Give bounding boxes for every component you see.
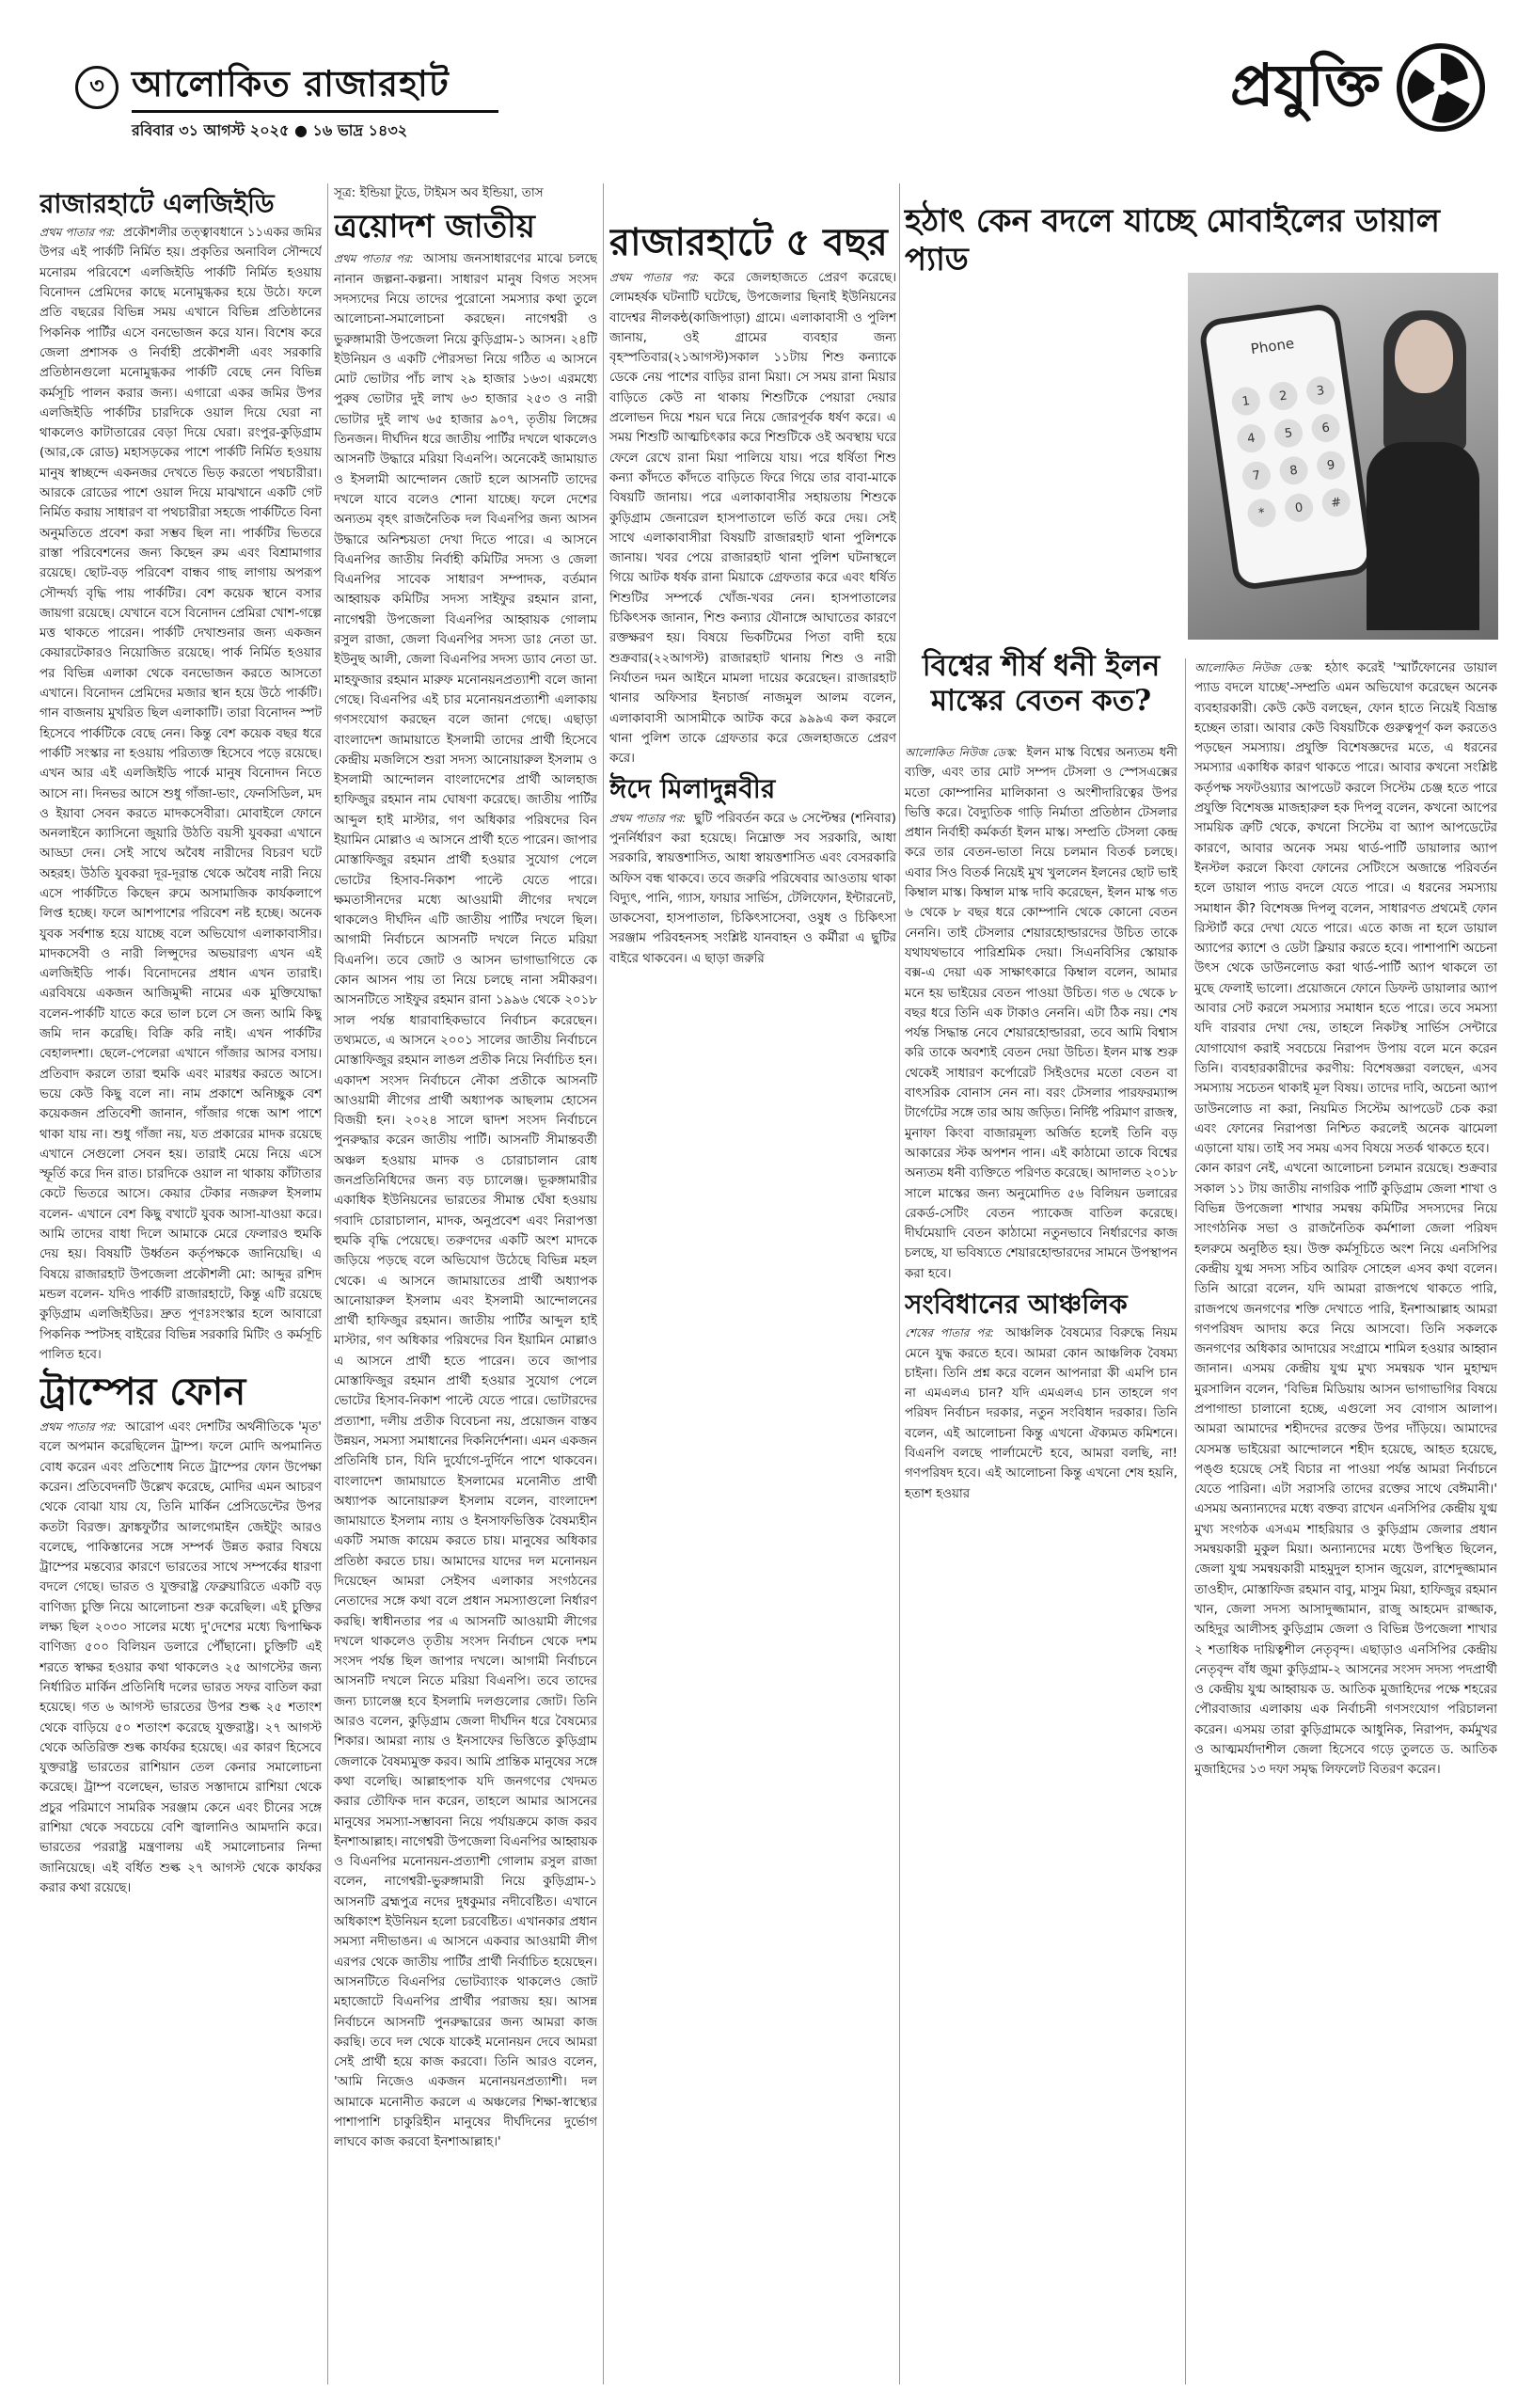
headline-constitution: সংবিধানের আঞ্চলিক — [905, 1289, 1128, 1321]
article-trump — [40, 1418, 322, 1898]
key: 2 — [1268, 380, 1300, 412]
headline-lgd: রাজারহাটে এলজিইডি — [40, 188, 275, 219]
key: 9 — [1315, 450, 1347, 482]
section-title: প্রযুক্তি — [1230, 50, 1381, 119]
key: 6 — [1310, 412, 1342, 444]
article-body: করে জেলহাজতে প্রেরণ করেছে। লোমহর্ষক ঘটনাটি ঘটেছে, উপজেলার ছিনাই ইউনিয়নের বাদেশ্বর নীলকন্ঠ(কাজিপাড়া) গ্রামে। এলাকাবাসী ও পুলিশ জানায়, ওই গ্রামের ব্যবহার জন্য বৃহস্পতিবার(২১আগস্ট)সকাল ১১টায় শিশু কন্যাকে ডেকে নেয় পাশের বাড়ির রানা মিয়া। সে সময় রানা মিয়ার বাড়িতে কেউ না থাকায় শিশুটিকে পেয়ারা দেয়ার প্রলোভন দিয়ে শয়ন ঘরে নিয়ে জোরপূর্বক ধর্ষণ করে। এ সময় শিশুটি আত্মচিৎকার করে শিশুটিকে ওই অবস্থায় ঘরে ফেলে রেখে রানা মিয়া পালিয়ে যায়। পরে ধর্ষিতা শিশু কন্যা কাঁদতে কাঁদতে বাড়িতে ফিরে গিয়ে তার বাবা-মাকে বিষয়টি জানায়। পরে এলাকাবাসীর সহায়তায় শিশুকে কুড়িগ্রাম জেনারেল হাসপাতালে ভর্তি করে দেয়। সেই সাথে এলাকাবাসীরা বিষয়টি রাজারহাট থানা পুলিশকে জানায়। খবর পেয়ে রাজারহাট থানা পুলিশ ঘটনাস্থলে গিয়ে আটক ধর্ষক রানা মিয়াকে গ্রেফতার করে এবং ধর্ষিত শিশুটির সম্পর্কে খোঁজ-খবর নেন। হাসপাতালের চিকিৎসক জানান, শিশু কন্যার যৌনাঙ্গে আঘাতের কারণে রক্তক্ষরণ হয়। বিষয়ে ভিকটিমের পিতা বাদী হয়ে শুক্রবার(২২আগস্ট) রাজারহাট থানায় শিশু ও নারী নির্যাতন দমন আইনে মামলা দায়ের করেছেন। রাজারহাট থানার অফিসার ইনচার্জ নাজমুল আলম বলেন, এলাকাবাসী আসামীকে আটক করে ৯৯৯এ কল করলে থানা পুলিশ তাকে গ্রেফতার করে জেলহাজতে প্রেরণ করে। — [609, 271, 896, 767]
article-body: হঠাৎ করেই 'স্মার্টফোনের ডায়াল প্যাড বদলে যাচ্ছে'-সম্প্রতি এমন অভিযোগ করেছেন অনেক ব্যবহারকারী। কেউ কেউ বলছেন, ফোন হাতে নিয়েই বিভ্রান্ত হচ্ছেন তারা। আবার কেউ বিষয়টিকে গুরুত্বপূর্ণ কল করতেও পড়ছেন সমস্যায়। প্রযুক্তি বিশেষজ্ঞদের মতে, এ ধরনের সমস্যার একাধিক কারণ থাকতে পারে। আবার কখনো সংশ্লিষ্ট কর্তৃপক্ষ সফটওয়্যার আপডেট করলে সিস্টেম চেঞ্জ হতে পারে প্রযুক্তি বিশেষজ্ঞ মাজহারুল হক দিপলু বলেন, কখনো আপের সাময়িক ত্রুটি থেকে, কখনো সিস্টেম বা অ্যাপ আপডেটের কারণে, আবার অনেক সময় থার্ড-পার্টি ডায়ালার অ্যাপ ইনস্টল করলে কিংবা ফোনের সেটিংসে অজান্তে পরিবর্তন হলে ডায়াল প্যাড বদলে যেতে পারে। এ ধরনের সমস্যায় সমাধান কী? বিশেষজ্ঞ দিপলু বলেন, সাধারণত প্রথমেই ফোন রিস্টার্ট করে দেখা যেতে পারে। এতে কাজ না হলে ডায়াল অ্যাপের ক্যাশে ও ডেটা ক্লিয়ার করতে হবে। পাশাপাশি অচেনা উৎস থেকে ডাউনলোড করা থার্ড-পার্টি অ্যাপ থাকলে তা মুছে ফেলাই ভালো। প্রয়োজনে ফোনে ডিফল্ট ডায়ালার অ্যাপ আবার সেট করলে সমস্যার সমাধান হতে পারে। তবে সমস্যা যদি বারবার দেখা দেয়, তাহলে নিকটস্থ সার্ভিস সেন্টারে যোগাযোগ করাই সবচেয়ে নিরাপদ উপায় বলে মনে করেন তিনি। ব্যবহারকারীদের করণীয়: বিশেষজ্ঞরা বলছেন, এসব সমস্যায় সচেতন থাকাই মূল বিষয়। তাদের দাবি, অচেনা অ্যাপ ডাউনলোড না করা, নিয়মিত সিস্টেম আপডেট চেক করা এবং ফোনের নিরাপত্তা নিশ্চিত করলেই অনেক ঝামেলা এড়ানো যায়। তাই সব সময় এসব বিষয়ে সতর্ক থাকতে হবে। — [1194, 661, 1497, 1157]
key: 8 — [1278, 454, 1310, 486]
article-lgd — [40, 223, 322, 1365]
headline-trayodash: ত্রয়োদশ জাতীয় — [334, 208, 535, 246]
key: 4 — [1235, 422, 1267, 454]
byline: প্রথম পাতার পর: — [334, 252, 414, 266]
surprised-woman-illustration — [1357, 310, 1489, 630]
article-constitution-cont — [1194, 1159, 1497, 1780]
trefoil-logo-icon — [1396, 42, 1486, 136]
article-musk — [905, 743, 1177, 1284]
article-body: আঞ্চলিক বৈষম্যের বিরুদ্ধে নিয়ম মেনে যুদ্ধ করতে হবে। আমরা কোন আঞ্চলিক বৈষম্য চাইনা। তিনি প্রশ্ন করে বলেন আপনারা কী এমপি চান না এমএলএ চান? যদি এমএলএ চান তাহলে গণ পরিষদ নির্বাচন দরকার, নতুন সংবিধান দরকার। তিনি বলেন, এই আলোচনা কিন্তু এখনো ঐক্যমত কমিশনে। বিএনপি বলছে পার্লামেন্টে হবে, আমরা বলছি, না! গণপরিষদ হবে। এই আলোচনা কিন্তু এখনো শেষ হয়নি, হতাশ হওয়ার — [905, 1326, 1177, 1501]
key: 3 — [1304, 374, 1336, 406]
column-3 — [609, 183, 896, 2384]
column-rule — [899, 183, 900, 2384]
column-2 — [334, 183, 597, 2384]
keypad — [1230, 374, 1352, 529]
article-eid — [609, 809, 896, 969]
byline: প্রথম পাতার পর: — [609, 271, 700, 284]
section-masthead — [1044, 38, 1486, 141]
article-body: আসায় জনসাধারণের মাঝে চলছে নানান জল্পনা-কল্পনা। সাধারণ মানুষ বিগত সংসদ সদস্যদের নিয়ে তাদের পুরোনো সমস্যার কথা তুলে আলোচনা-সমালোচনা করছেন। নাগেশ্বরী ও ভুরুঙ্গামারী উপজেলা নিয়ে কুড়িগ্রাম-১ আসন। ২৪টি ইউনিয়ন ও একটি পৌরসভা নিয়ে গঠিত এ আসনে মোট ভোটার পাঁচ লাখ ২৯ হাজার ১৬৩। এরমধ্যে পুরুষ ভোটার দুই লাখ ৬৩ হাজার ২৫৩ ও নারী ভোটার দুই লাখ ৬৫ হাজার ৯০৭, তৃতীয় লিঙ্গের তিনজন। দীর্ঘদিন ধরে জাতীয় পার্টির দখলে থাকলেও আসনটি উদ্ধারে মরিয়া বিএনপি। অনেকেই জামায়াত ও ইসলামী আন্দোলন জোট হলে আসনটি তাদের দখলে যাবে বলেও শোনা যাচ্ছে। ফলে দেশের অন্যতম বৃহৎ রাজনৈতিক দল বিএনপির জন্য আসন উদ্ধারে অনিশ্চয়তা দেখা দিতে পারে। এ আসনে বিএনপির জাতীয় নির্বাহী কমিটির সদস্য ও জেলা বিএনপির সাবেক সাধারণ সম্পাদক, বর্তমান আহ্বায়ক কমিটির সদস্য সাইফুর রহমান রানা, নাগেশ্বরী উপজেলা বিএনপির আহ্বায়ক গোলাম রসুল রাজা, জেলা বিএনপির সদস্য ডাঃ নেতা ডা. ইউনুছ আলী, জেলা বিএনপির সদস্য ড্যাব নেতা ডা. মাহফুজার রহমান মারুফ মনোনয়নপ্রত্যাশী বলে জানা গেছে। বিএনপির এই চার মনোনয়নপ্রত্যাশী এলাকায় গণসংযোগ করছেন বলে জানা গেছে। এছাড়া বাংলাদেশ জামায়াতে ইসলামী তাদের প্রার্থী হিসেবে কেন্দ্রীয় মজলিসে শুরা সদস্য আনোয়ারুল ইসলাম ও ইসলামী আন্দোলন বাংলাদেশের প্রার্থী আলহাজ হাফিজুর রহমান নাম ঘোষণা করেছে। জাতীয় পার্টির আব্দুল হাই মাস্টার, গণ অধিকার পরিষদের বিন ইয়ামিন মোল্লাও এ আসনে প্রার্থী হতে পারেন। জাপার মোস্তাফিজুর রহমান প্রার্থী হওয়ার সুযোগ পেলে ভোটের হিসাব-নিকাশ পাল্টে যেতে পারে। ক্ষমতাসীনদের মধ্যে আওয়ামী লীগের দখলে থাকলেও দীর্ঘদিন এটি জাতীয় পার্টির দখলে ছিল। আগামী নির্বাচনে আসনটি দখলে নিতে মরিয়া বিএনপি। তবে জোট ও আসন ভাগাভাগিতে কে কোন আসন পায় তা নিয়ে চলছে নানা সমীকরণ। আসনটিতে সাইফুর রহমান রানা ১৯৯৬ থেকে ২০১৮ সাল পর্যন্ত ধারাবাহিকভাবে নির্বাচন করেছেন। তথ্যমতে, এ আসনে ২০০১ সালের জাতীয় নির্বাচনে মোস্তাফিজুর রহমান লাঙল প্রতীক নিয়ে নির্বাচিত হন। একাদশ সংসদ নির্বাচনে নৌকা প্রতীকে আসনটি আওয়ামী লীগের প্রার্থী অধ্যাপক আছলাম হোসেন বিজয়ী হন। ২০২৪ সালে দ্বাদশ সংসদ নির্বাচনে পুনরুদ্ধার করেন জাতীয় পার্টি। আসনটি সীমান্তবর্তী অঞ্চল হওয়ায় মাদক ও চোরাচালান রোধ জনপ্রতিনিধিদের জন্য বড় চ্যালেঞ্জ। ভূরুঙ্গামারীর একাধিক ইউনিয়নের ভারতের সীমান্ত ঘেঁষা হওয়ায় গবাদি চোরাচালান, মাদক, অনুপ্রবেশ এবং নিরাপত্তা হুমকি বৃদ্ধি পেয়েছে। তরুণদের একটি অংশ মাদকে জড়িয়ে পড়ছে বলে অভিযোগ উঠেছে বিভিন্ন মহল থেকে। এ আসনে জামায়াতের প্রার্থী অধ্যাপক আনোয়ারুল ইসলাম এবং ইসলামী আন্দোলনের প্রার্থী হাফিজুর রহমান। জাতীয় পার্টির আব্দুল হাই মাস্টার, গণ অধিকার পরিষদের বিন ইয়ামিন মোল্লাও এ আসনে প্রার্থী হতে পারেন। তবে জাপার মোস্তাফিজুর রহমান প্রার্থী হওয়ার সুযোগ পেলে ভোটের হিসাব-নিকাশ পাল্টে যেতে পারে। ভোটারদের প্রত্যাশা, দলীয় প্রতীক বিবেচনা নয়, প্রয়োজন বাস্তব উন্নয়ন, সমস্যা সমাধানের দিকনির্দেশনা। এমন একজন প্রতিনিধি চান, যিনি দুর্যোগে-দুর্দিনে পাশে থাকবেন। বাংলাদেশ জামায়াতে ইসলামের মনোনীত প্রার্থী অধ্যাপক আনোয়ারুল ইসলাম বলেন, বাংলাদেশ জামায়াতে ইসলাম ন্যায় ও ইনসাফভিত্তিক বৈষম্যহীন একটি সমাজ কায়েম করতে চায়। মানুষের অধিকার প্রতিষ্ঠা করতে চায়। আমাদের যাদের দল মনোনয়ন দিয়েছেন আমরা সেইসব এলাকার সংগঠনের নেতাদের সঙ্গে কথা বলে প্রধান সমস্যাগুলো নির্ধারণ করছি। স্বাধীনতার পর এ আসনটি আওয়ামী লীগের দখলে থাকলেও তৃতীয় সংসদ নির্বাচন থেকে দশম সংসদ পর্যন্ত ছিল জাপার দখলে। আগামী নির্বাচনে আসনটি দখলে নিতে মরিয়া বিএনপি। তবে তাদের জন্য চ্যালেঞ্জ হবে ইসলামি দলগুলোর জোট। তিনি আরও বলেন, কুড়িগ্রাম জেলা দীর্ঘদিন ধরে বৈষম্যের শিকার। আমরা ন্যায় ও ইনসাফের ভিত্তিতে কুড়িগ্রাম জেলাকে বৈষম্যমুক্ত করব। আমি প্রান্তিক মানুষের সঙ্গে কথা বলেছি। আল্লাহপাক যদি জনগণের খেদমত করার তৌফিক দান করেন, তাহলে আমার আসনের মানুষের সমস্যা-সম্ভাবনা নিয়ে পর্যায়ক্রমে কাজ করব ইনশাআল্লাহ। নাগেশ্বরী উপজেলা বিএনপির আহ্বায়ক ও বিএনপির মনোনয়ন-প্রত্যাশী গোলাম রসুল রাজা বলেন, নাগেশ্বরী-ভুরুঙ্গামারী নিয়ে কুড়িগ্রাম-১ আসনটি ব্রহ্মপুত্র নদের দুধকুমার নদীবেষ্টিত। এখানে অধিকাংশ ইউনিয়ন হলো চরবেষ্টিত। এখানকার প্রধান সমস্যা নদীভাঙন। এ আসনে একবার আওয়ামী লীগ এরপর থেকে জাতীয় পার্টির প্রার্থী নির্বাচিত হয়েছেন। আসনটিতে বিএনপির ভোটব্যাংক থাকলেও জোট মহাজোটে বিএনপির প্রার্থীর পরাজয় হয়। আসন্ন নির্বাচনে আসনটি পুনরুদ্ধারের জন্য আমরা কাজ করছি। তবে দল থেকে যাকেই মনোনয়ন দেবে আমরা সেই প্রার্থী হয়ে কাজ করবো। তিনি আরও বলেন, 'আমি নিজেও একজন মনোনয়নপ্রত্যাশী। দল আমাকে মনোনীত করলে এ অঞ্চলের শিক্ষা-স্বাস্থ্যের পাশাপাশি চাকুরিহীন মানুষের দীর্ঘদিনের দুর্ভোগ লাঘবে কাজ করবো ইনশাআল্লাহ।' — [334, 252, 597, 2150]
column-rule — [1185, 658, 1186, 2384]
key: 7 — [1241, 460, 1272, 492]
phone-illustration — [1198, 302, 1376, 592]
byline: প্রথম পাতার পর: — [609, 811, 687, 825]
article-body: কোন কারণ নেই, এখনো আলোচনা চলমান রয়েছে। শুক্রবার সকাল ১১ টায় জাতীয় নাগরিক পার্টি কুড়িগ্রাম জেলা শাখা ও বিভিন্ন উপজেলা শাখার সমন্বয় কমিটির সদস্যদের নিয়ে সাংগঠনিক সভা ও রাজনৈতিক কর্মশালা জেলা পরিষদ হলরুমে অনুষ্ঠিত হয়। উক্ত কর্মসূচিতে অংশ নিয়ে এনসিপির কেন্দ্রীয় যুগ্ম সদস্য সচিব আরিফ সোহেল এসব কথা বলেন। তিনি আরো বলেন, যদি আমরা রাজপথে থাকতে পারি, রাজপথে জনগণের শক্তি দেখাতে পারি, ইনশাআল্লাহ আমরা গণপরিষদ আদায় করে নিয়ে আসবো। তিনি সকলকে জনগণের অধিকার আদায়ের সংগ্রামে শামিল হওয়ার আহ্বান জানান। এসময় কেন্দ্রীয় যুগ্ম মুখ্য সমন্বয়ক খান মুহাম্মদ মুরসালিন বলেন, 'বিভিন্ন মিডিয়ায় আসন ভাগাভাগির বিষয়ে প্রপাগান্ডা চালানো হচ্ছে, এগুলো সব বোগাস আলাপ। আমরা আমাদের শহীদদের রক্তের উপর দাঁড়িয়ে। আমাদের যেসমস্ত ভাইয়েরা আন্দোলনে শহীদ হয়েছে, আহত হয়েছে, পঙ্গু হয়েছে সেই বিচার না পাওয়া পর্যন্ত আমরা নির্বাচনে যেতে পারিনা। এটা সরাসরি তাদের রক্তের সাথে বেঈমানী।' এসময় অন্যান্যদের মধ্যে বক্তব্য রাখেন এনসিপির কেন্দ্রীয় যুগ্ম মুখ্য সংগঠক এসএম শাহরিয়ার ও কুড়িগ্রাম জেলার প্রধান সমন্বয়কারী মুকুল মিয়া। অন্যান্যদের মধ্যে উপস্থিত ছিলেন, জেলা যুগ্ম সমন্বয়কারী মাহমুদুল হাসান জুয়েল, রাশেদুজ্জামান তাওহীদ, মোস্তাফিজ রহমান বাবু, মাসুম মিয়া, হাফিজুর রহমান খান, জেলা সদস্য আসাদুজ্জামান, রাজু আহমেদ রাজ্জাক, অহিদুর আলীসহ কুড়িগ্রাম জেলা ও বিভিন্ন উপজেলা শাখার ২ শতাধিক দায়িত্বশীল নেতৃবৃন্দ। এছাড়াও এনসিপির কেন্দ্রীয় নেতৃবৃন্দ বাঁধ জুমা কুড়িগ্রাম-২ আসনের সংসদ সদস্য পদপ্রার্থী ও কেন্দ্রীয় যুগ্ম আহ্বায়ক ড. আতিক মুজাহিদের পক্ষে শহরের পৌরবাজার এলাকায় এক নির্বাচনী গণসংযোগ পরিচালনা করেন। এসময় তারা কুড়িগ্রামকে আধুনিক, নিরাপদ, কর্মমুখর ও আত্মমর্যাদাশীল জেলা হিসেবে গড়ে তুলতে ড. আতিক মুজাহিদের ১৩ দফা সমৃদ্ধ লিফলেট বিতরণ করেন। — [1194, 1162, 1497, 1778]
key: * — [1246, 497, 1278, 529]
article-five-years — [609, 268, 896, 768]
column-rule — [327, 183, 328, 2384]
article-constitution — [905, 1323, 1177, 1504]
headline-musk: বিশ্বের শীর্ষ ধনী ইলন মাস্কের বেতন কত? — [922, 649, 1161, 719]
key: 0 — [1283, 492, 1315, 524]
byline: আলোকিত নিউজ ডেস্ক: — [905, 746, 1018, 759]
page-number: ৩ — [75, 66, 119, 109]
key: 1 — [1230, 386, 1262, 418]
article-body: প্রকৌশলীর তত্ত্বাবধানে ১১একর জমির উপর এই পার্কটি নির্মিত হয়। প্রকৃতির অনাবিল সৌন্দর্যে মনোরম পরিবেশে এলজিইডি পার্কটি নির্মিত হওয়ায় বিনোদন প্রেমিদের কাছে মনোমুগ্ধকর হয়ে উঠে। ফলে প্রতি বছরের বিভিন্ন সময় এখানে বিভিন্ন প্রতিষ্ঠানের পিকনিক পার্টির এসে বনভোজন করে যান। বিশেষ করে জেলা প্রশাসক ও নির্বাহী প্রকৌশলী এবং সরকারি প্রতিষ্ঠানগুলো মনোমুগ্ধকর পার্কটি বেছে নেন বিভিন্ন কর্মসূচি পালন করার জন্য। এগারো একর জমির উপর এলজিইডি পার্কটির চারদিকে ওয়াল দিয়ে ঘেরা না থাকলেও কাটাতারের বেড়া দিয়ে ঘেরা। রংপুর-কুড়িগ্রাম (আর,কে রোড) মহাসড়কের পাশে পার্কটি নির্মিত হওয়ায় মানুষ স্বাচ্ছন্দে একনজর দেখতে ভিড় করতো পথচারীরা। আরকে রোডের পাশে ওয়াল দিয়ে মাঝখানে একটি গেট নির্মিত করায় সাধারণ বা পথচারীরা সহজে পার্কটিতে বিনা অনুমতিতে প্রবেশ করা সম্ভব ছিল না। পার্কটির ভিতরে রাস্তা পরিবেশনের জন্য কিছেন রুম এবং বিশ্রামাগার রয়েছে। ছোট-বড় পরিবেশ বান্ধব গাছ লাগায় অপরূপ সৌন্দর্য্য বৃদ্ধি পায় পার্কটির। বেশ কয়েক স্থানে বসার জায়গা রয়েছে। যেখানে বসে বিনোদন প্রেমিরা খোশ-গল্পে মত্ত থাকতে পারেন। পার্কটি দেখাশুনার জন্য একজন কেয়ারটেকারও নিয়োজিত রয়েছে। পার্ক নির্মিত হওয়ার পর বিভিন্ন এলাকা থেকে বনভোজন করতে আসতো এখানে। বিনোদন প্রেমিদের মজার স্থান হয়ে উঠে পার্কটি। গান বাজনায় মুখরিত ছিল এলাকাটি। তারা বিনোদন স্পট হিসেবে পার্কটিকে বেছে নেন। কিন্তু বেশ কয়েক বছর ধরে পার্কটি সংস্কার না হওয়ায় পরিত্যক্ত হিসেবে পড়ে রয়েছে। এখন আর এই এলজিইডি পার্কে মানুষ বিনোদন নিতে আসে না। দিনভর আসে শুধু গাঁজা-ভাং, ফেনসিডিল, মদ ও ইয়াবা সেবন করতে মাদকসেবীরা। মোবাইলে ফোনে অনলাইনে ক্যাসিনো জুয়ারি উঠতি বয়সী যুবকরা এখানে আড্ডা দেন। সেই সাথে অবৈধ নারীদের বিচরণ ঘটে অহরহ। উঠতি যুবকরা দূর-দূরান্ত থেকে অবৈধ নারী নিয়ে এসে পার্কটিতে কিছেন রুমে অসামাজিক কার্যকলাপে লিপ্ত হচ্ছে। ফলে আশপাশের পরিবেশ নষ্ট হচ্ছে। অনেক যুবক সর্বশান্ত হয়ে যাচ্ছে বলে অভিযোগ এলাকাবাসীর। মাদকসেবী ও নারী লিপ্সুদের অভয়ারণ্য এখন এই এলজিইডি পার্ক। বিনোদনের প্রধান এখন তারাই। এরবিষয়ে একজন আজিমুদ্দী নামের এক মুক্তিযোদ্ধা বলেন-পার্কটি যাতে করে ভাল চলে সে জন্য আমি কিছু জমি দান করেছি। বিক্রি করি নাই। এখন পার্কটির বেহালদশা। ছেলে-পেলেরা এখানে গাঁজার আসর বসায়। প্রতিবাদ করলে তারা হুমকি এবং মারধর করতে আসে। ভয়ে কেউ কিছু বলে না। নাম প্রকাশে অনিচ্ছুক বেশ কয়েকজন প্রতিবেশী জানান, গাঁজার গন্ধে আশ পাশে থাকা যায় না। শুধু গাঁজা নয়, যত প্রকারের মাদক রয়েছে এখানে সেগুলো সেবন হয়। তারাই মেয়ে নিয়ে এসে স্ফূর্তি করে দিন রাত। চারদিকে ওয়াল না থাকায় কাঁটাতার কেটে ভিতরে আসে। কেয়ার টেকার নজরুল ইসলাম বলেন- এখানে বেশ কিছু বখাটে যুবক আসা-যাওয়া করে। আমি তাদের বাধা দিলে আমাকে মেরে ফেলারও হুমকি দেয় হয়। বিষয়টি উর্ধ্বতন কর্তৃপক্ষকে জানিয়েছি। এ বিষয়ে রাজারহাট উপজেলা প্রকৌশলী মো: আব্দুর রশিদ মন্ডল বলেন- যদিও পার্কটি রাজারহাটে, কিন্তু এটি রয়েছে কুড়িগ্রাম এলজিইডির। দ্রুত পূণঃসংস্কার হলে আবারো পিকনিক স্পটসহ বাইরের বিভিন্ন সরকারি মিটিং ও কর্মসূচি পালিত হবে। — [40, 226, 322, 1362]
phone-screen-label: Phone — [1249, 334, 1296, 358]
byline: আলোকিত নিউজ ডেস্ক: — [1194, 661, 1313, 674]
column-1 — [40, 183, 322, 2384]
article-dialpad — [1194, 658, 1497, 1159]
article-trayodash — [334, 249, 597, 2152]
byline: প্রথম পাতার পর: — [40, 226, 116, 240]
headline-trump: ট্রাম্পের ফোন — [40, 1370, 246, 1415]
column-4 — [905, 743, 1177, 2380]
article-body: আরোপ এবং দেশটির অর্থনীতিকে 'মৃত' বলে অপমান করেছিলেন ট্রাম্প। ফলে মোদি অপমানিত বোধ করেন এবং প্রতিশোধ নিতে ট্রাম্পের ফোন উপেক্ষা করেন। প্রতিবেদনটি উল্লেখ করেছে, মোদির এমন আচরণ থেকে বোঝা যায় যে, তিনি মার্কিন প্রেসিডেন্টের উপর কতটা বিরক্ত। ফ্রাঙ্কফুর্টার আলগেমাইন জেইটুং আরও বলেছে, পাকিস্তানের সঙ্গে সম্পর্ক উন্নত করার বিষয়ে ট্রাম্পের মন্তব্যের কারণে ভারতের সাথে সম্পর্কের ধারণা বদলে গেছে। ভারত ও যুক্তরাষ্ট্র ফেব্রুয়ারিতে একটি বড় বাণিজ্য চুক্তি নিয়ে আলোচনা শুরু করেছিল। এই চুক্তির লক্ষ্য ছিল ২০৩০ সালের মধ্যে দু'দেশের মধ্যে দ্বিপাক্ষিক বাণিজ্য ৫০০ বিলিয়ন ডলারে পৌঁছানো। চুক্তিটি এই শরতে স্বাক্ষর হওয়ার কথা থাকলেও ২৫ আগস্টের জন্য নির্ধারিত মার্কিন প্রতিনিধি দলের ভারত সফর বাতিল করা হয়েছে। গত ৬ আগস্ট ভারতের উপর শুল্ক ২৫ শতাংশ থেকে বাড়িয়ে ৫০ শতাংশ করেছে যুক্তরাষ্ট্র। ২৭ আগস্ট থেকে অতিরিক্ত শুল্ক কার্যকর হয়েছে। এর কারণ হিসেবে যুক্তরাষ্ট্র ভারতের রাশিয়ান তেল কেনার সমালোচনা করেছে। ট্রাম্প বলেছেন, ভারত সস্তাদামে রাশিয়া থেকে প্রচুর পরিমাণে সামরিক সরঞ্জাম কেনে এবং চীনের সঙ্গে রাশিয়া থেকে সবচেয়ে বেশি জ্বালানিও আমদানি করে। ভারতের পররাষ্ট্র মন্ত্রণালয় এই সমালোচনার নিন্দা জানিয়েছে। এই বর্ধিত শুল্ক ২৭ আগস্ট থেকে কার্যকর করার কথা রয়েছে। — [40, 1420, 322, 1895]
column-rule — [603, 183, 604, 2384]
headline-dialpad: হঠাৎ কেন বদলে যাচ্ছে মোবাইলের ডায়াল প্যাড — [905, 202, 1441, 278]
column-5 — [1194, 658, 1497, 2380]
byline: প্রথম পাতার পর: — [40, 1420, 117, 1434]
key: # — [1320, 486, 1352, 518]
byline: শেষের পাতার পর: — [905, 1326, 994, 1340]
newspaper-name: আলোকিত রাজারহাট — [132, 56, 498, 113]
article-source: সূত্র: ইন্ডিয়া টুডে, টাইমস অব ইন্ডিয়া, তাস — [334, 186, 544, 200]
article-trump-cont — [334, 183, 597, 203]
gregorian-date: রবিবার ৩১ আগস্ট ২০২৫ — [132, 121, 290, 139]
key: 5 — [1272, 418, 1304, 450]
date-separator-dot: ● — [293, 121, 313, 139]
article-body: ছুটি পরিবর্তন করে ৬ সেপ্টেম্বর (শনিবার) পুনর্নির্ধারণ করা হয়েছে। নিম্নোক্ত সব সরকারি, আধা সরকারি, স্বায়ত্তশাসিত, আধা স্বায়ত্তশাসিত এবং বেসরকারি অফিস বন্ধ থাকবে। তবে জরুরি পরিষেবার আওতায় থাকা বিদ্যুৎ, পানি, গ্যাস, ফায়ার সার্ভিস, টেলিফোন, ইন্টারনেট, ডাকসেবা, হাসপাতাল, চিকিৎসাসেবা, ওষুধ ও চিকিৎসা সরঞ্জাম পরিবহনসহ সংশ্লিষ্ট যানবাহন ও কর্মীরা এ ছুটির বাইরে থাকবেন। এ ছাড়া জরুরি — [609, 811, 896, 966]
headline-five-years: রাজারহাটে ৫ বছর — [609, 220, 888, 264]
dateline — [132, 119, 527, 144]
headline-eid: ঈদে মিলাদুন্নবীর — [609, 773, 776, 805]
bengali-date: ১৬ ভাদ্র ১৪৩২ — [312, 121, 408, 139]
article-body: ইলন মাস্ক বিশ্বের অন্যতম ধনী ব্যক্তি, এবং তার মোট সম্পদ টেসলা ও স্পেসএক্সের মতো কোম্পানির মালিকানা ও অংশীদারিত্বের উপর ভিত্তি করে। বৈদ্যুতিক গাড়ি নির্মাতা প্রতিষ্ঠান টেসলার প্রধান নির্বাহী কর্মকর্তা ইলন মাস্ক। সম্প্রতি টেসলা কেন্দ্র করে তার বেতন-ভাতা নিয়ে চলমান বিতর্ক চলছে। এবার সিও বিতর্ক নিয়েই মুখ খুললেন ইলনের ছোট ভাই কিম্বাল মাস্ক। কিম্বাল মাস্ক দাবি করেছেন, ইলন মাস্ক গত ৬ থেকে ৮ বছর ধরে কোম্পানি থেকে কোনো বেতন নেননি। তাই টেসলার শেয়ারহোল্ডারদের উচিত তাকে যথাযথভাবে পারিশ্রমিক দেয়া। সিএনবিসির স্কোয়াক বক্স-এ দেয়া এক সাক্ষাৎকারে কিম্বাল বলেন, আমার মনে হয় ভাইয়ের বেতন পাওয়া উচিত। গত ৬ থেকে ৮ বছর ধরে তিনি এক টাকাও নেননি। এটা ঠিক নয়। শেষ পর্যন্ত সিদ্ধান্ত নেবে শেয়ারহোল্ডাররা, তবে আমি বিশ্বাস করি তাকে অবশ্যই বেতন দেয়া উচিত। ইলন মাস্ক শুরু থেকেই সাধারণ কর্পোরেট সিইওদের মতো বেতন বা বাৎসরিক বোনাস নেন না। বরং টেসলার পারফরম্যান্স টার্গেটের সঙ্গে তার আয় জড়িত। নির্দিষ্ট পরিমাণ রাজস্ব, মুনাফা কিংবা বাজারমূল্য অর্জিত হলেই তিনি বড় আকারের স্টক অপশন পান। এই কাঠামো তাকে বিশ্বের অন্যতম ধনী ব্যক্তিতে পরিণত করেছে। আদালত ২০১৮ সালে মাস্কের জন্য অনুমোদিত ৫৬ বিলিয়ন ডলারের রেকর্ড-সেটিং বেতন প্যাকেজ বাতিল করেছে। দীর্ঘমেয়াদি বেতন কাঠামো নতুনভাবে নির্ধারণের কাজ চলছে, যা ভবিষ্যতে শেয়ারহোল্ডারদের সামনে উপস্থাপন করা হবে। — [905, 746, 1177, 1281]
dialpad-photo — [1188, 273, 1498, 640]
